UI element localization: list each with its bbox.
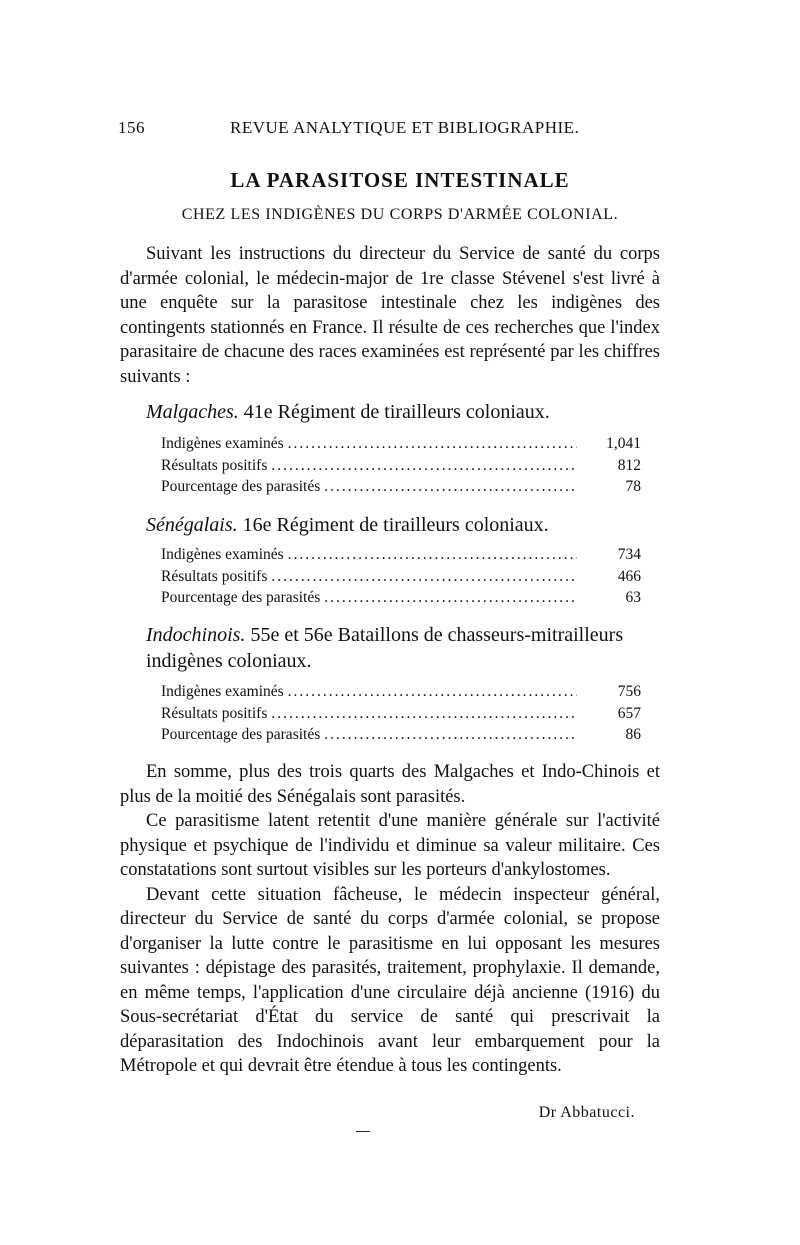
row-value: 466 (617, 567, 641, 585)
row-value: 1,041 (606, 435, 641, 452)
conclusion-paragraph: En somme, plus des trois quarts des Malgaches et Indo-Chinois et plus de la moitié des Sénégalais sont parasités. (120, 762, 660, 807)
section-unit: 16e Régiment de tirailleurs coloniaux. (242, 514, 549, 536)
row-value: 657 (617, 704, 641, 722)
leader-dots (288, 681, 577, 703)
table-row (161, 587, 641, 609)
row-value: 756 (617, 683, 641, 700)
end-rule (356, 1131, 370, 1132)
leader-dots (288, 433, 577, 455)
row-label: Résultats positifs (161, 567, 268, 585)
section-unit: 55e et 56e Bataillons de chasseurs-mitrailleurs indigènes coloniaux. (146, 624, 624, 672)
section-heading-indochinois (146, 622, 666, 674)
intro-text: Suivant les instructions du directeur du Service de santé du corps d'armée colonial, le médecin-major de 1re classe Stévenel s'est livré à une enquête sur la parasitose intestinale chez les indigènes des contingents stationnés en France. Il résulte de ces recherches que l'index parasitaire de chacune des races examinées est représenté par les chiffres suivants : (120, 244, 660, 387)
row-label: Indigènes examinés (161, 546, 284, 563)
leader-dots (271, 566, 577, 588)
row-value: 812 (617, 456, 641, 474)
leader-dots (324, 587, 577, 609)
article-title: LA PARASITOSE INTESTINALE (230, 168, 570, 192)
running-title: REVUE ANALYTIQUE ET BIBLIOGRAPHIE. (230, 118, 580, 137)
section-name: Sénégalais. (146, 514, 238, 536)
row-label: Indigènes examinés (161, 435, 284, 452)
row-value: 78 (625, 478, 641, 495)
table-row (161, 724, 641, 746)
table-row (161, 544, 641, 566)
leader-dots (324, 724, 577, 746)
stats-table-indochinois (161, 681, 641, 746)
row-label: Résultats positifs (161, 704, 268, 722)
leader-dots (288, 544, 577, 566)
row-label: Pourcentage des parasités (161, 478, 321, 495)
intro-paragraph (120, 242, 660, 389)
conclusion-paragraph: Ce parasitisme latent retentit d'une manière générale sur l'activité physique et psychique de l'individu et diminue sa valeur militaire. Ces constatations sont surtout visibles sur les porteurs d'ankylostomes. (120, 811, 660, 880)
row-value: 734 (617, 546, 641, 563)
stats-table-malgaches (161, 433, 641, 498)
leader-dots (271, 455, 577, 477)
section-unit: 41e Régiment de tirailleurs coloniaux. (243, 401, 550, 423)
row-value: 63 (625, 589, 641, 606)
row-label: Indigènes examinés (161, 683, 284, 700)
table-row (161, 566, 641, 588)
section-name: Indochinois. (146, 624, 246, 646)
section-heading-malgaches (146, 399, 666, 425)
section-heading-senegalais (146, 512, 666, 538)
table-row (161, 455, 641, 477)
row-label: Résultats positifs (161, 456, 268, 474)
table-row (161, 681, 641, 703)
section-name: Malgaches. (146, 401, 239, 423)
conclusion-block (120, 760, 660, 1079)
row-label: Pourcentage des parasités (161, 589, 321, 606)
leader-dots (324, 476, 577, 498)
table-row (161, 703, 641, 725)
page-number: 156 (118, 118, 145, 137)
table-row (161, 476, 641, 498)
leader-dots (271, 703, 577, 725)
author-signature: Dr Abbatucci. (538, 1104, 635, 1121)
row-label: Pourcentage des parasités (161, 726, 321, 743)
row-value: 86 (625, 726, 641, 743)
stats-table-senegalais (161, 544, 641, 609)
conclusion-paragraph: Devant cette situation fâcheuse, le médecin inspecteur général, directeur du Service de santé du corps d'armée colonial, se propose d'organiser la lutte contre le parasitisme en lui opposant les mesures suivantes : dépistage des parasités, traitement, prophylaxie. Il demande, en même temps, l'application d'une circulaire déjà ancienne (1916) du Sous-secrétariat d'État du service de santé qui prescrivait la déparasitation des Indochinois avant leur embarquement pour la Métropole et qui devrait être étendue à tous les contingents. (120, 884, 660, 1076)
table-row (161, 433, 641, 455)
article-subtitle: CHEZ LES INDIGÈNES DU CORPS D'ARMÉE COLONIAL. (181, 206, 619, 223)
